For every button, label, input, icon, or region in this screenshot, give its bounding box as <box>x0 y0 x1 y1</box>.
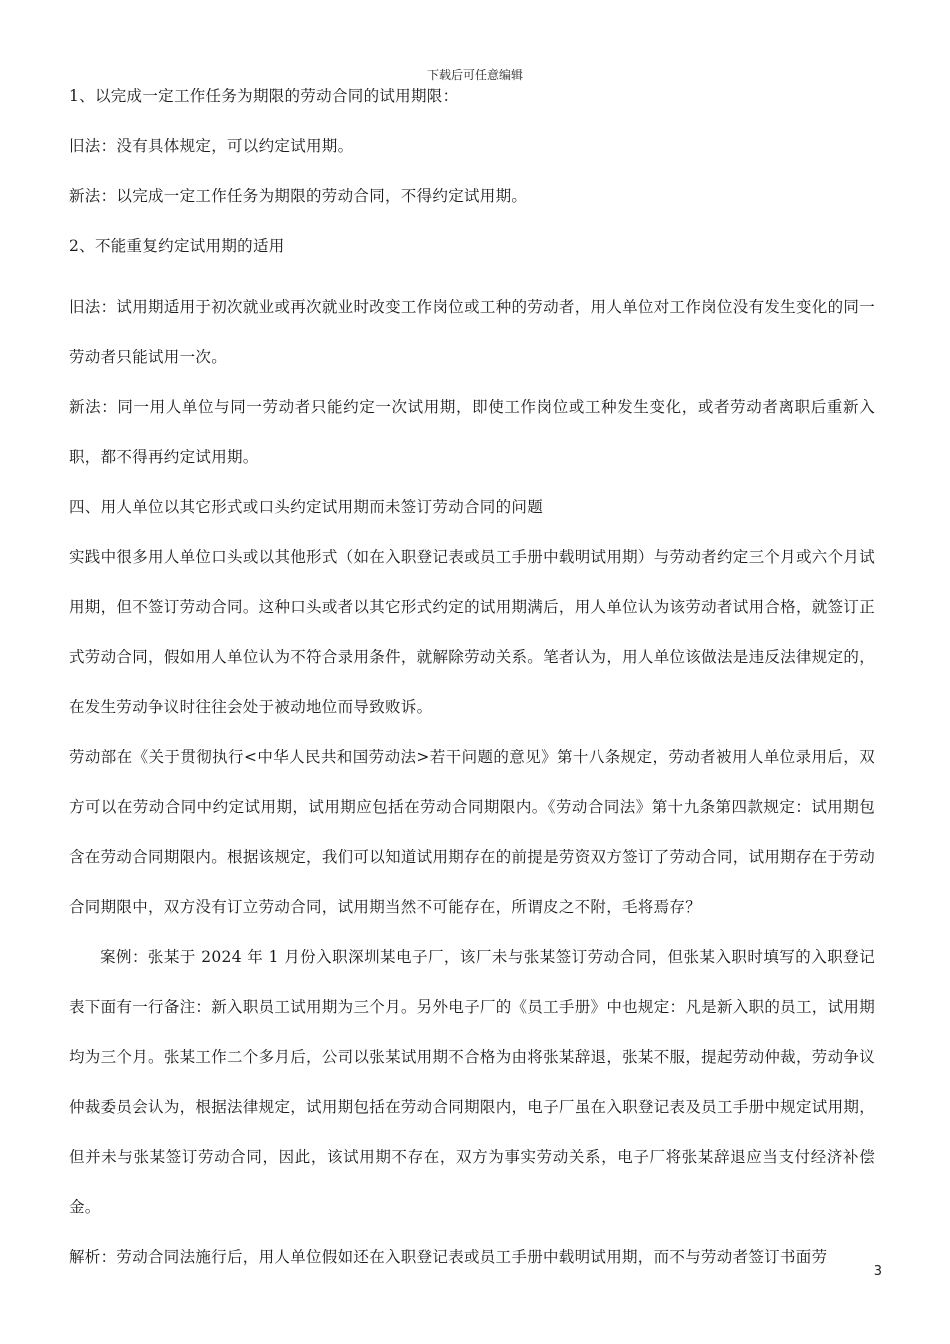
paragraph: 2、不能重复约定试用期的适用 <box>69 237 285 255</box>
paragraph: 新法：同一用人单位与同一劳动者只能约定一次试用期，即使工作岗位或工种发生变化，或者劳动者离职后重新入职，都不得再约定试用期。 <box>69 398 875 466</box>
case-paragraph: 案例：张某于 2024 年 1 月份入职深圳某电子厂，该厂未与张某签订劳动合同，但张某入职时填写的入职登记表下面有一行备注：新入职员工试用期为三个月。另外电子厂的《员工手册》中也规定：凡是新入职的员工，试用期均为三个月。张某工作二个多月后，公司以张某试用期不合格为由将张某辞退，张某不服，提起劳动仲裁，劳动争议仲裁委员会认为，根据法律规定，试用期包括在劳动合同期限内，电子厂虽在入职登记表及员工手册中规定试用期，但并未与张某签订劳动合同，因此，该试用期不存在，双方为事实劳动关系，电子厂将张某辞退应当支付经济补偿金。 <box>69 948 875 1216</box>
page-number: 3 <box>873 1264 882 1279</box>
paragraph: 旧法：试用期适用于初次就业或再次就业时改变工作岗位或工种的劳动者，用人单位对工作岗位没有发生变化的同一劳动者只能试用一次。 <box>69 298 875 366</box>
header-note: 下载后可任意编辑 <box>426 68 523 82</box>
section-heading: 四、用人单位以其它形式或口头约定试用期而未签订劳动合同的问题 <box>69 498 544 516</box>
document-body <box>69 82 875 1282</box>
paragraph: 旧法：没有具体规定，可以约定试用期。 <box>69 137 354 155</box>
paragraph: 实践中很多用人单位口头或以其他形式（如在入职登记表或员工手册中载明试用期）与劳动者约定三个月或六个月试用期，但不签订劳动合同。这种口头或者以其它形式约定的试用期满后，用人单位认为该劳动者试用合格，就签订正式劳动合同，假如用人单位认为不符合录用条件，就解除劳动关系。笔者认为，用人单位该做法是违反法律规定的，在发生劳动争议时往往会处于被动地位而导致败诉。 <box>69 548 875 716</box>
paragraph: 新法：以完成一定工作任务为期限的劳动合同，不得约定试用期。 <box>69 187 528 205</box>
analysis-paragraph: 解析：劳动合同法施行后，用人单位假如还在入职登记表或员工手册中载明试用期，而不与劳动者签订书面劳 <box>69 1248 828 1266</box>
paragraph: 劳动部在《关于贯彻执行<中华人民共和国劳动法>若干问题的意见》第十八条规定，劳动者被用人单位录用后，双方可以在劳动合同中约定试用期，试用期应包括在劳动合同期限内。《劳动合同法》第十九条第四款规定：试用期包含在劳动合同期限内。根据该规定，我们可以知道试用期存在的前提是劳资双方签订了劳动合同，试用期存在于劳动合同期限中，双方没有订立劳动合同，试用期当然不可能存在，所谓皮之不附，毛将焉存？ <box>69 748 875 916</box>
paragraph: 1、以完成一定工作任务为期限的劳动合同的试用期限： <box>69 87 459 105</box>
